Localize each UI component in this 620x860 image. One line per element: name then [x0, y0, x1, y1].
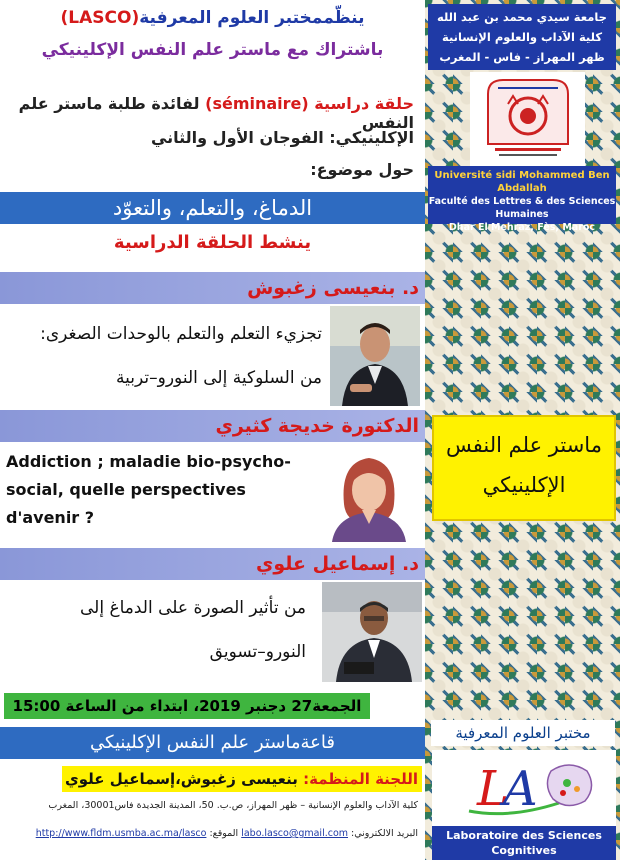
event-date: الجمعة27 دجنبر 2019، ابتداء من الساعة 15:00	[4, 693, 370, 719]
topic-banner: الدماغ، والتعلم، والتعوّد	[0, 192, 425, 224]
lab-name-fr	[432, 826, 616, 860]
speaker-1-talk-line-2: من السلوكية إلى النورو–تربية	[116, 368, 322, 388]
speaker-2-talk-line-3: d'avenir ?	[6, 508, 95, 527]
master-program-box	[432, 415, 616, 521]
speaker-3-talk-line-2: النورو–تسويق	[209, 642, 306, 662]
university-emblem	[470, 72, 585, 166]
email-link[interactable]: labo.lasco@gmail.com	[241, 828, 349, 839]
speaker-3-name: د. إسماعيل علوي	[0, 548, 425, 580]
seminar-line-1	[0, 94, 420, 132]
speaker-2-talk-line-1: Addiction ; maladie bio-psycho-	[6, 452, 291, 471]
master-line-2: الإكلينيكي	[482, 473, 566, 497]
committee-label: اللجنة المنظمة:	[297, 770, 418, 788]
speaker-1-name: د. بنعيسى زغبوش	[0, 272, 425, 304]
seminar-line-2: الإكلينيكي: الفوجان الأول والثاني	[150, 128, 414, 147]
event-hall: قاعةماستر علم النفس الإكلينيكي	[0, 727, 425, 759]
speaker-3-talk-line-1: من تأثير الصورة على الدماغ إلى	[79, 598, 306, 618]
animators-heading: ينشط الحلقة الدراسية	[113, 232, 312, 253]
lasco-logo-icon	[439, 753, 609, 823]
organizer-prefix: ينظّم	[323, 8, 365, 28]
committee-names: بنعيسى زغبوش،إسماعيل علوي	[65, 770, 298, 788]
faculty-name-ar: كلية الآداب والعلوم الإنسانية	[441, 30, 603, 44]
faculty-address: كلية الآداب والعلوم الإنسانية – ظهر المهراز، ص.ب. 50، المدينة الجديدة فاس30001، المغرب	[48, 800, 418, 811]
seminar-label: حلقة دراسية (séminaire)	[205, 94, 414, 113]
emblem-icon	[473, 74, 583, 164]
speaker-2-name: الدكتورة خديجة كثيري	[0, 410, 425, 442]
organizer-line	[0, 8, 425, 28]
svg-text:A: A	[503, 761, 538, 817]
speaker-1-photo	[330, 306, 420, 406]
lab-logo	[432, 750, 616, 826]
email-label: البريد الالكتروني:	[348, 828, 418, 839]
university-arabic-header	[428, 4, 616, 70]
contacts-line	[0, 826, 422, 842]
university-name-ar: جامعة سيدي محمد بن عبد الله	[437, 10, 607, 24]
faculty-location-fr: Dhar El Mehraz, Fès, Maroc	[448, 222, 596, 233]
speaker-3-talk	[0, 586, 306, 674]
faculty-name-fr: Faculté des Lettres & des Sciences Humaines	[428, 196, 616, 220]
organizer-name: مختبر العلوم المعرفية	[139, 8, 324, 28]
organizing-committee	[62, 766, 422, 792]
site-label: الموقع:	[206, 828, 242, 839]
speaker-2-photo	[322, 444, 416, 542]
lab-name-ar: مختبر العلوم المعرفية	[431, 720, 615, 746]
organizer-code: (LASCO)	[60, 8, 140, 28]
seminar-audience: لفائدة طلبة ماستر علم النفس	[18, 94, 414, 132]
partnership-line: باشتراك مع ماستر علم النفس الإكلينيكي	[41, 40, 384, 60]
speaker-1-talk	[0, 312, 322, 400]
site-link[interactable]: http://www.fldm.usmba.ac.ma/lasco	[35, 828, 207, 839]
speaker-2-talk	[6, 448, 316, 532]
seminar-line-3: حول موضوع:	[310, 160, 414, 179]
speaker-3-photo	[322, 582, 422, 682]
lab-name-fr-line-1: Laboratoire des Sciences	[446, 829, 602, 842]
master-line-1: ماستر علم النفس	[446, 433, 602, 457]
faculty-location-ar: ظهر المهراز - فاس - المغرب	[439, 50, 605, 64]
svg-text:L: L	[477, 761, 509, 817]
university-name-fr: Université sidi Mohammed Ben Abdallah	[434, 170, 610, 194]
speaker-2-talk-line-2: social, quelle perspectives	[6, 480, 246, 499]
university-french-header	[428, 166, 616, 233]
lab-name-fr-line-2: Cognitives	[491, 844, 557, 857]
speaker-1-talk-line-1: تجزيء التعلم والتعلم بالوحدات الصغرى:	[40, 324, 322, 344]
